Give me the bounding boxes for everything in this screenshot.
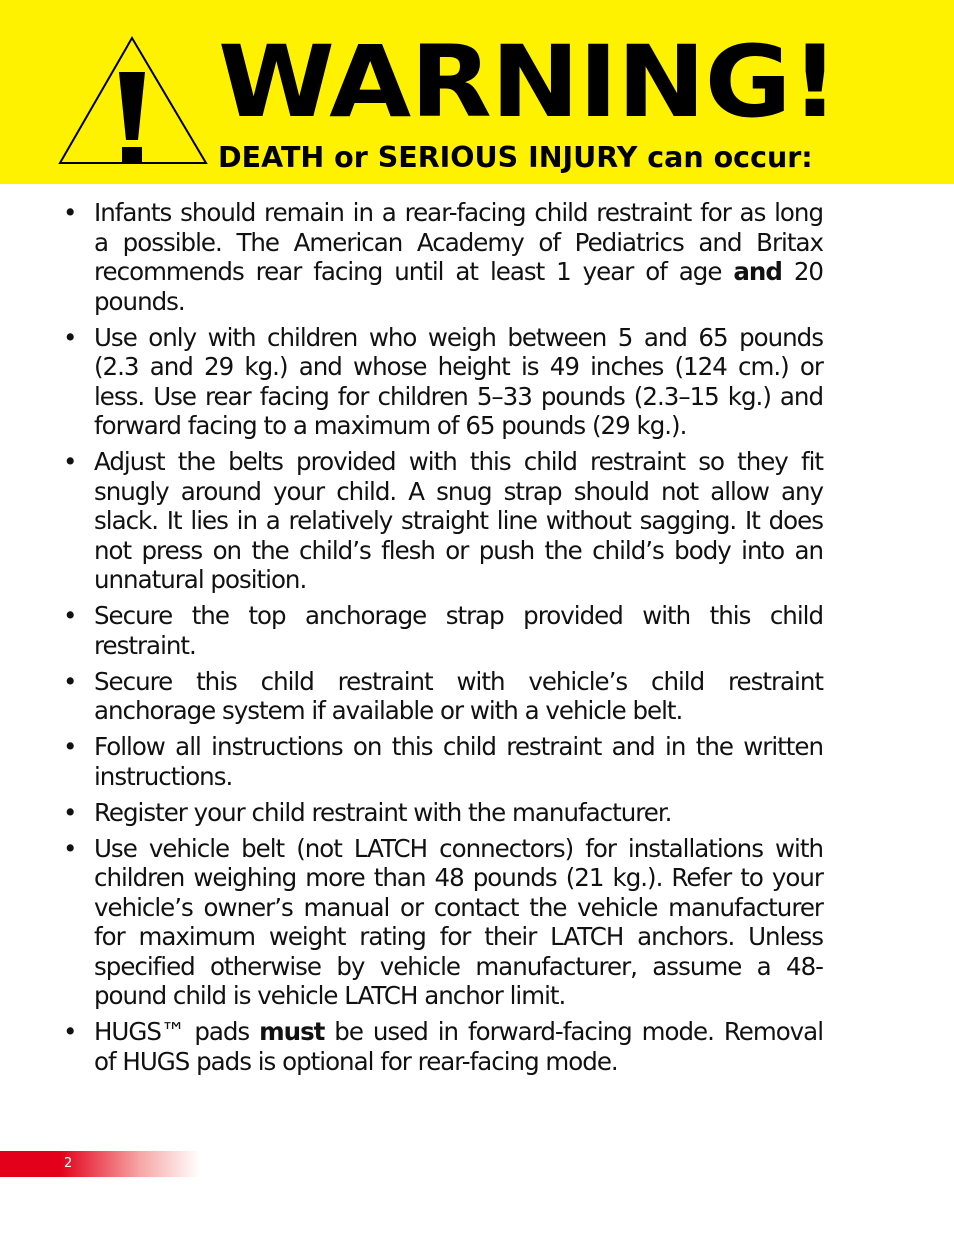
list-item: • Adjust the belts provided with this child restraint so they fit snugly around your child. A snug strap should not allow any slack. It lies in a relatively straight line without sagging. It does not press on the child’s flesh or push the child’s body into an unnatural position.	[63, 447, 823, 595]
list-item: • Secure this child restraint with vehicle’s child restraint anchorage system if available or with a vehicle belt.	[63, 667, 823, 726]
list-item: • Use only with children who weigh between 5 and 65 pounds (2.3 and 29 kg.) and whose height is 49 inches (124 cm.) or less. Use rear facing for children 5–33 pounds (2.3–15 kg.) and forward facing to a maximum of 65 pounds (29 kg.).	[63, 323, 823, 441]
list-item: • Use vehicle belt (not LATCH connectors) for installations with children weighing more than 48 pounds (21 kg.). Refer to your vehicle’s owner’s manual or contact the vehicle manufacturer for maximum weight rating for their LATCH anchors. Unless specified otherwise by vehicle manufacturer, assume a 48-pound child is vehicle LATCH anchor limit.	[63, 834, 823, 1011]
warning-title: WARNING!	[218, 24, 839, 140]
list-item: • Register your child restraint with the manufacturer.	[63, 798, 823, 828]
warning-triangle-icon	[58, 36, 208, 166]
warning-list	[63, 198, 823, 1083]
list-item: • Follow all instructions on this child restraint and in the written instructions.	[63, 732, 823, 791]
list-item: • Secure the top anchorage strap provided with this child restraint.	[63, 601, 823, 660]
list-item: • Infants should remain in a rear-facing child restraint for as long a possible. The American Academy of Pediatrics and Britax recommends rear facing until at least 1 year of age and 20 pounds.	[63, 198, 823, 316]
warning-subtitle: DEATH or SERIOUS INJURY can occur:	[218, 141, 813, 174]
page-number: 2	[64, 1156, 73, 1171]
list-item: • HUGS™ pads must be used in forward-facing mode. Removal of HUGS pads is optional for rear-facing mode.	[63, 1017, 823, 1076]
warning-banner	[0, 0, 954, 184]
page-footer-bar	[0, 1151, 200, 1177]
